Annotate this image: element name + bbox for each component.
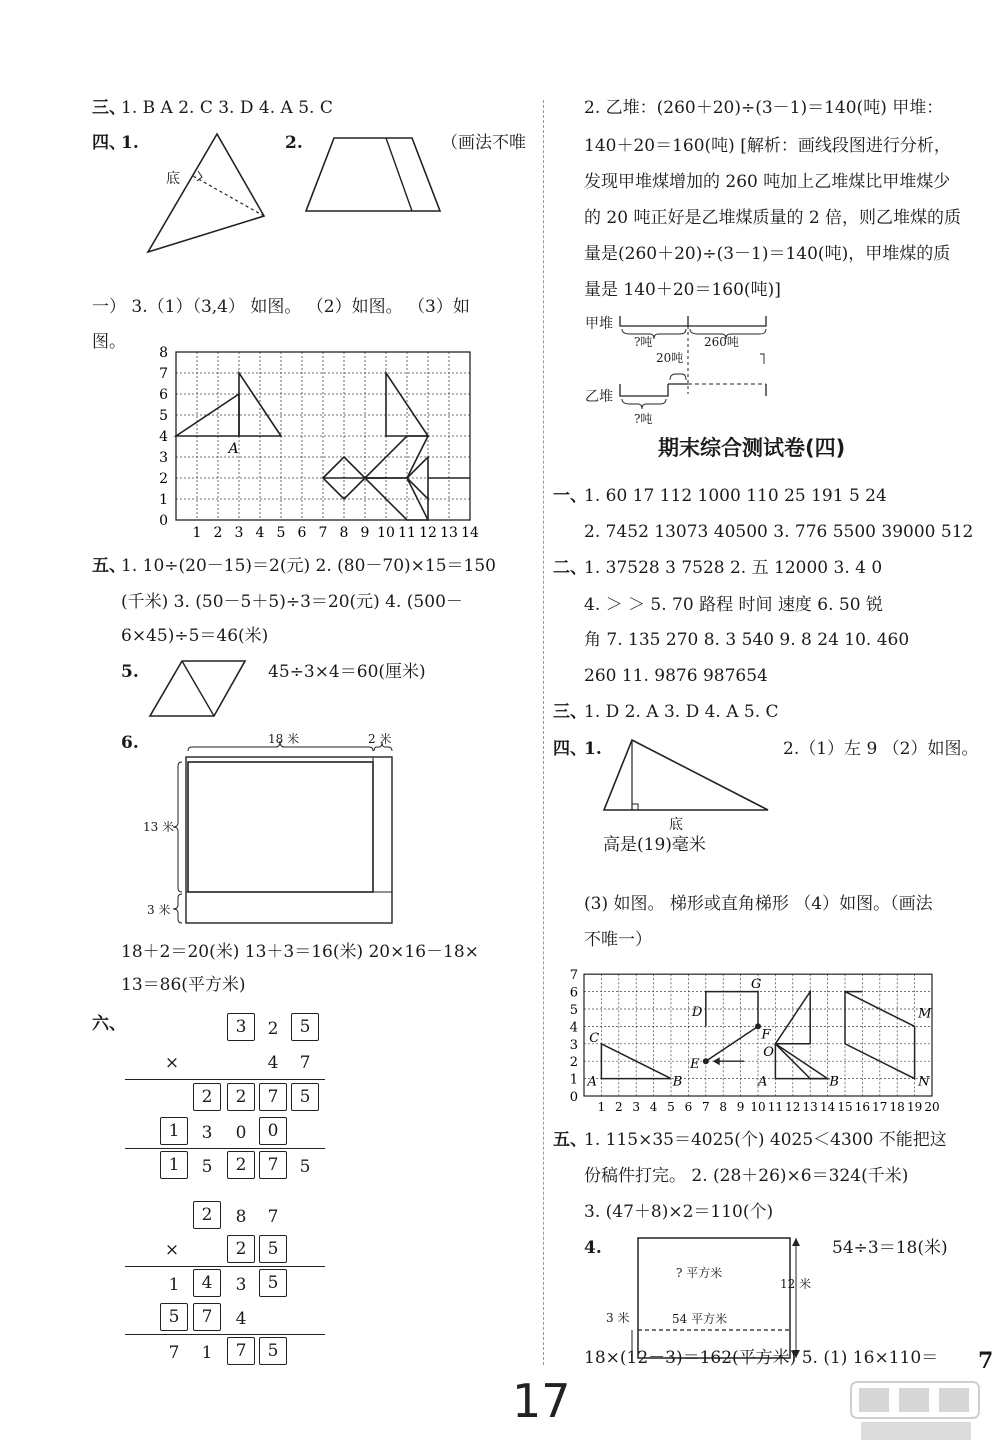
- right-s5-last: 18×(12－3)＝162(平方米) 5. (1) 16×110＝: [584, 1348, 939, 1368]
- exam-title: 期末综合测试卷(四): [658, 436, 846, 460]
- grid-y-label: 1: [569, 1072, 578, 1088]
- right-s2-line3: 角 7. 135 270 8. 3 540 9. 8 24 10. 460: [584, 630, 910, 650]
- grid-x-label: 13: [440, 525, 458, 541]
- grid-x-label: 8: [719, 1100, 728, 1114]
- shape-triangle-c: [386, 373, 428, 436]
- grid-y-label: 4: [159, 429, 168, 445]
- shape-triangle-b: [239, 373, 281, 436]
- handwritten-page-number: 17: [512, 1374, 571, 1428]
- seg-label-q1: ?吨: [634, 335, 653, 349]
- m2-box: 2: [193, 1201, 221, 1229]
- right-s2-line1: 1. 37528 3 7528 2. 五 12000 3. 4 0: [584, 558, 883, 578]
- grid-x-label: 1: [192, 525, 202, 541]
- left-rectangle-field-figure: [170, 733, 400, 933]
- left-s5-q6-eq1: 18＋2＝20(米) 13＋3＝16(米) 20×16－18×: [121, 942, 479, 962]
- seg-label-260: 260吨: [704, 335, 739, 349]
- page-number: 7: [978, 1348, 994, 1374]
- point-e-label: E: [690, 1057, 700, 1073]
- right-q2-line5: 量是(260＋20)÷(3－1)＝140(吨)，甲堆煤的质: [584, 244, 951, 264]
- grid-y-label: 6: [569, 985, 578, 1001]
- right-s5-line2: 份稿件打完。 2. (28＋26)×6＝324(千米): [584, 1166, 909, 1186]
- m2-digit: 3: [235, 1275, 247, 1295]
- m1-line: [125, 1079, 325, 1080]
- grid-y-label: 3: [569, 1037, 578, 1053]
- grid-x-label: 6: [684, 1100, 693, 1114]
- m1-box: 1: [160, 1151, 188, 1179]
- point-f-label: F: [761, 1027, 771, 1043]
- point-c-label: C: [589, 1031, 600, 1047]
- grid-x-label: 17: [872, 1100, 888, 1114]
- right-triangle-base: 底: [669, 817, 683, 833]
- grid-x-label: 14: [819, 1100, 836, 1114]
- right-s1-label: 一、: [553, 486, 587, 506]
- m1-box: 7: [259, 1151, 287, 1179]
- m2-digit: 7: [168, 1343, 180, 1363]
- left-s5-label: 五、: [92, 556, 126, 576]
- left-triangle-base-label: 底: [166, 171, 180, 187]
- arrow-head: [713, 1057, 720, 1065]
- right-s4-q1: 1.: [584, 739, 602, 759]
- point-dot: [703, 1058, 709, 1064]
- seg-label-yi: 乙堆: [585, 389, 613, 405]
- m2-line: [125, 1334, 325, 1335]
- m1-line: [125, 1148, 325, 1149]
- m1-box: 2: [193, 1083, 221, 1111]
- left-s4-q1: 1.: [121, 133, 139, 153]
- right-s5-line3: 3. (47＋8)×2＝110(个): [584, 1202, 774, 1222]
- left-triangle-figure: [140, 128, 275, 258]
- grid-x-label: 4: [255, 525, 265, 541]
- m2-box: 5: [160, 1303, 188, 1331]
- grid-y-label: 1: [159, 492, 168, 508]
- grid-x-label: 3: [632, 1100, 641, 1114]
- right-q2-line4: 的 20 吨正好是乙堆煤质量的 2 倍，则乙堆煤的质: [584, 208, 962, 228]
- right-s4-label: 四、: [553, 739, 587, 759]
- m1-digit: 5: [299, 1157, 311, 1177]
- grid-x-label: 9: [360, 525, 370, 541]
- m2-digit: 8: [235, 1207, 247, 1227]
- m2-box: 7: [227, 1337, 255, 1365]
- right-s1-line1: 1. 60 17 112 1000 110 25 191 5 24: [584, 486, 887, 506]
- m2-box: 5: [259, 1269, 287, 1297]
- grid-y-label: 7: [159, 366, 168, 382]
- right-s3-label: 三、: [553, 702, 587, 722]
- left-s5-q6: 6.: [121, 733, 139, 753]
- left-s5-q5-eq: 45÷3×4＝60(厘米): [268, 662, 426, 682]
- point-b-label: B: [672, 1074, 683, 1090]
- point-b-label: B: [829, 1074, 839, 1090]
- m2-box: 2: [227, 1235, 255, 1263]
- m1-box: 3: [227, 1013, 255, 1041]
- left-q6-3m: 3 米: [147, 903, 171, 917]
- grid-x-label: 2: [213, 525, 223, 541]
- grid-y-label: 5: [569, 1003, 578, 1018]
- m1-box: 1: [160, 1117, 188, 1145]
- grid-y-label: 8: [159, 345, 168, 361]
- grid-x-label: 4: [649, 1100, 658, 1114]
- left-s5-line1: 1. 10÷(20－15)＝2(元) 2. (80－70)×15＝150: [121, 556, 496, 576]
- m2-box: 5: [259, 1337, 287, 1365]
- m2-line: [125, 1266, 325, 1267]
- right-triangle-height: 高是(19)毫米: [603, 835, 706, 855]
- left-s5-q6-eq2: 13＝86(平方米): [121, 975, 246, 995]
- left-parallelogram-figure: [147, 658, 247, 720]
- grid-x-label: 11: [767, 1100, 784, 1114]
- m1-digit: 3: [201, 1123, 213, 1143]
- point-dot: [755, 1023, 761, 1029]
- left-s4-line3: 图。: [92, 332, 126, 352]
- point-a-label: A: [228, 440, 239, 457]
- seg-label-q2: ?吨: [634, 412, 653, 426]
- grid-x-label: 1: [597, 1100, 606, 1114]
- grid-y-label: 2: [159, 471, 168, 487]
- grid-x-label: 13: [802, 1100, 818, 1114]
- left-q6-2m: 2 米: [368, 732, 392, 746]
- right-s5-q4: 4.: [584, 1238, 602, 1258]
- m1-box: 2: [227, 1151, 255, 1179]
- left-s5-line2: (千米) 3. (50－5＋5)÷3＝20(元) 4. (500－: [121, 592, 463, 612]
- m1-box: 0: [259, 1117, 287, 1145]
- right-q4-12-label: 12 米: [780, 1277, 812, 1291]
- right-s1-line2: 2. 7452 13073 40500 3. 776 5500 39000 512: [584, 522, 974, 542]
- grid-y-label: 7: [569, 968, 578, 984]
- m1-times: ×: [164, 1053, 180, 1073]
- right-q4-area-label: ? 平方米: [676, 1266, 723, 1280]
- m1-digit: 2: [267, 1019, 279, 1039]
- right-s5-label: 五、: [553, 1130, 587, 1150]
- grid-x-label: 3: [234, 525, 244, 541]
- grid-x-label: 9: [736, 1100, 745, 1114]
- m1-box: 5: [291, 1013, 319, 1041]
- grid-x-label: 5: [276, 525, 286, 541]
- m2-digit: 1: [168, 1275, 180, 1295]
- left-s4-label: 四、: [92, 133, 126, 153]
- grid-x-label: 16: [854, 1100, 871, 1114]
- right-q2-line3: 发现甲堆煤增加的 260 吨加上乙堆煤比甲堆煤少: [584, 172, 951, 192]
- right-s5-line1: 1. 115×35＝4025(个) 4025＜4300 不能把这: [584, 1130, 947, 1150]
- grid-x-label: 15: [837, 1100, 853, 1114]
- m2-box: 5: [259, 1235, 287, 1263]
- right-s2-label: 二、: [553, 558, 587, 578]
- right-s2-line4: 260 11. 9876 987654: [584, 666, 768, 686]
- right-s3-answers: 1. D 2. A 3. D 4. A 5. C: [584, 702, 779, 722]
- right-s4-q2: 2.（1）左 9 （2）如图。: [783, 739, 979, 759]
- grid-x-label: 8: [339, 525, 349, 541]
- left-trapezoid-figure: [304, 135, 444, 215]
- m2-box: 7: [193, 1303, 221, 1331]
- watermark: [845, 1378, 985, 1444]
- m2-box: 4: [193, 1269, 221, 1297]
- left-s4-note: （画法不唯: [441, 133, 526, 153]
- grid-x-label: 18: [889, 1100, 905, 1114]
- point-a-label: A: [758, 1074, 768, 1090]
- right-field-figure: [620, 1232, 820, 1362]
- m2-digit: 1: [201, 1343, 213, 1363]
- grid-x-label: 11: [398, 525, 416, 541]
- grid-x-label: 10: [377, 525, 395, 541]
- right-q2-line1: 2. 乙堆：(260＋20)÷(3－1)＝140(吨) 甲堆：: [584, 98, 944, 118]
- right-s5-q4-eq: 54÷3＝18(米): [832, 1238, 948, 1258]
- seg-label-jia: 甲堆: [585, 316, 613, 332]
- left-s3-label: 三、: [92, 98, 126, 118]
- left-q6-13m: 13 米: [143, 820, 175, 834]
- right-q4-3-label: 3 米: [606, 1311, 630, 1325]
- grid-x-label: 12: [419, 525, 437, 541]
- point-m-label: M: [918, 1006, 932, 1022]
- grid-x-label: 2: [614, 1100, 623, 1114]
- right-s2-line2: 4. ＞ ＞ 5. 70 路程 时间 速度 6. 50 锐: [584, 595, 883, 615]
- grid-x-label: 14: [461, 525, 479, 541]
- grid-y-label: 3: [159, 450, 168, 466]
- grid-y-label: 6: [159, 387, 168, 403]
- right-s4-line4: 不唯一）: [584, 930, 652, 950]
- seg-label-20: 20吨: [656, 351, 684, 365]
- m1-digit: 5: [201, 1157, 213, 1177]
- left-s6-label: 六、: [92, 1014, 126, 1034]
- m1-digit: 7: [299, 1053, 311, 1073]
- right-triangle-figure: [600, 736, 772, 816]
- m2-digit: 7: [267, 1207, 279, 1227]
- right-q2-line6: 量是 140＋20＝160(吨)]: [584, 280, 781, 300]
- left-s5-line3: 6×45)÷5＝46(米): [121, 626, 269, 646]
- left-s4-line2: 一） 3.（1）（3,4） 如图。 （2）如图。 （3）如: [92, 297, 470, 317]
- point-d-label: D: [691, 1004, 703, 1020]
- grid-y-label: 0: [159, 513, 168, 529]
- grid-x-label: 12: [785, 1100, 801, 1114]
- column-divider: [543, 100, 544, 1365]
- right-q4-54-label: 54 平方米: [672, 1312, 728, 1326]
- point-o-label: O: [763, 1044, 774, 1060]
- point-a-label: A: [587, 1074, 597, 1090]
- shape-triangle-oab: [775, 1044, 827, 1079]
- point-g-label: G: [751, 977, 762, 993]
- point-n-label: N: [918, 1074, 930, 1090]
- right-q2-line2: 140＋20＝160(吨) [解析：画线段图进行分析，: [584, 136, 951, 156]
- m1-box: 5: [291, 1083, 319, 1111]
- grid-x-label: 6: [297, 525, 307, 541]
- grid-x-label: 20: [924, 1100, 940, 1114]
- grid-x-label: 5: [667, 1100, 675, 1114]
- m2-times: ×: [164, 1240, 180, 1260]
- grid-y-label: 2: [569, 1055, 578, 1071]
- right-s4-line3: (3) 如图。 梯形或直角梯形 （4）如图。（画法: [584, 894, 933, 914]
- m1-box: 7: [259, 1083, 287, 1111]
- grid-x-label: 19: [906, 1100, 923, 1114]
- left-s5-q5: 5.: [121, 662, 139, 682]
- m1-digit: 4: [267, 1053, 279, 1073]
- grid-x-label: 7: [318, 525, 328, 541]
- m1-digit: 0: [235, 1123, 247, 1143]
- left-s3-answers: 1. B A 2. C 3. D 4. A 5. C: [121, 98, 333, 118]
- left-s4-q2: 2.: [285, 133, 303, 153]
- grid-y-label: 5: [159, 408, 168, 424]
- grid-y-label: 4: [569, 1020, 578, 1036]
- grid-x-label: 7: [701, 1100, 710, 1114]
- m2-digit: 4: [235, 1309, 247, 1329]
- left-q6-18m: 18 米: [268, 732, 300, 746]
- grid-y-label: 0: [569, 1090, 578, 1105]
- grid-x-label: 10: [750, 1100, 766, 1114]
- m1-box: 2: [227, 1083, 255, 1111]
